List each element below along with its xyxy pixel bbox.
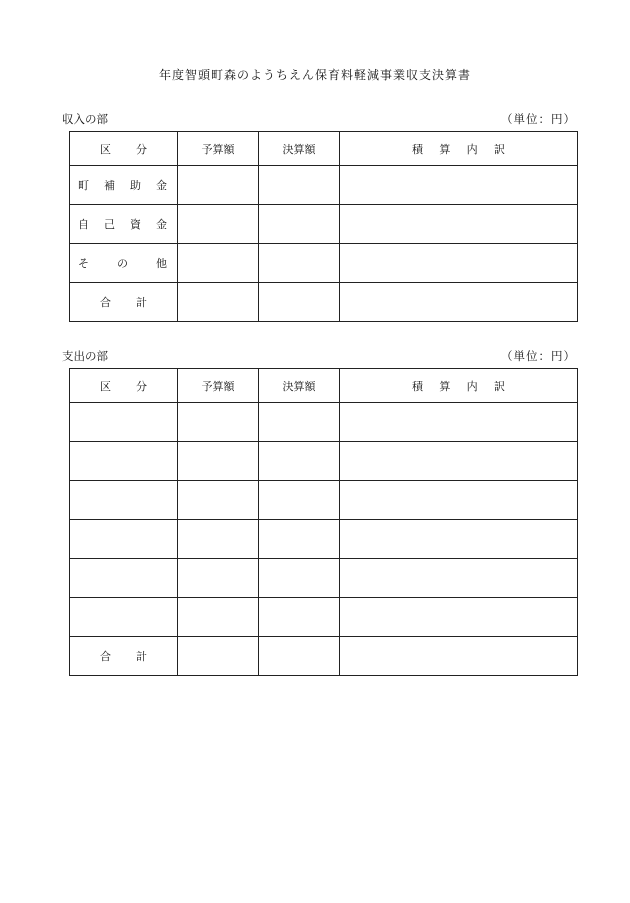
category-cell[interactable] — [70, 481, 178, 520]
breakdown-cell[interactable] — [340, 442, 578, 481]
category-cell[interactable] — [70, 442, 178, 481]
breakdown-cell[interactable] — [340, 283, 578, 322]
column-header-settlement: 決算額 — [259, 369, 340, 403]
category-cell[interactable] — [70, 598, 178, 637]
column-header-category — [70, 369, 178, 403]
cell-label: 合 計 — [100, 650, 147, 663]
table-row — [70, 244, 578, 283]
settlement-cell[interactable] — [259, 637, 340, 676]
column-header-category — [70, 132, 178, 166]
budget-cell[interactable] — [178, 598, 259, 637]
cell-label: そ の 他 — [78, 257, 167, 270]
expense-header-row — [70, 369, 578, 403]
category-cell — [70, 166, 178, 205]
breakdown-cell[interactable] — [340, 481, 578, 520]
column-header-breakdown — [340, 132, 578, 166]
table-row — [70, 637, 578, 676]
cell-label: 区 分 — [100, 379, 147, 393]
budget-cell[interactable] — [178, 442, 259, 481]
column-header-budget: 予算額 — [178, 132, 259, 166]
expense-table — [69, 368, 578, 676]
budget-cell[interactable] — [178, 244, 259, 283]
settlement-cell[interactable] — [259, 598, 340, 637]
cell-label: 町 補 助 金 — [78, 179, 167, 192]
breakdown-cell[interactable] — [340, 205, 578, 244]
table-row — [70, 283, 578, 322]
column-header-budget: 予算額 — [178, 369, 259, 403]
column-header-settlement: 決算額 — [259, 132, 340, 166]
budget-cell[interactable] — [178, 283, 259, 322]
table-row — [70, 442, 578, 481]
table-row — [70, 481, 578, 520]
expense-unit: （単位：円） — [501, 349, 576, 363]
document-title: 年度智頭町森のようちえん保育料軽減事業収支決算書 — [158, 68, 471, 82]
breakdown-cell[interactable] — [340, 403, 578, 442]
settlement-cell[interactable] — [259, 166, 340, 205]
income-table — [69, 131, 578, 322]
table-row — [70, 520, 578, 559]
budget-cell[interactable] — [178, 403, 259, 442]
budget-cell[interactable] — [178, 637, 259, 676]
income-heading: 収入の部 — [62, 112, 108, 126]
category-cell — [70, 205, 178, 244]
breakdown-cell[interactable] — [340, 637, 578, 676]
settlement-cell[interactable] — [259, 283, 340, 322]
table-row — [70, 598, 578, 637]
category-cell[interactable] — [70, 520, 178, 559]
income-header-row — [70, 132, 578, 166]
budget-cell[interactable] — [178, 481, 259, 520]
category-cell — [70, 283, 178, 322]
category-cell — [70, 637, 178, 676]
table-row — [70, 403, 578, 442]
budget-cell[interactable] — [178, 166, 259, 205]
settlement-cell[interactable] — [259, 520, 340, 559]
cell-label: 積 算 内 訳 — [412, 379, 505, 393]
budget-cell[interactable] — [178, 520, 259, 559]
expense-heading: 支出の部 — [62, 349, 108, 363]
settlement-cell[interactable] — [259, 403, 340, 442]
settlement-cell[interactable] — [259, 205, 340, 244]
column-header-breakdown — [340, 369, 578, 403]
income-section-header — [62, 111, 576, 127]
cell-label: 積 算 内 訳 — [412, 142, 505, 156]
category-cell[interactable] — [70, 559, 178, 598]
table-row — [70, 166, 578, 205]
budget-cell[interactable] — [178, 205, 259, 244]
settlement-cell[interactable] — [259, 481, 340, 520]
breakdown-cell[interactable] — [340, 598, 578, 637]
income-unit: （単位：円） — [501, 112, 576, 126]
table-row — [70, 205, 578, 244]
breakdown-cell[interactable] — [340, 166, 578, 205]
breakdown-cell[interactable] — [340, 244, 578, 283]
category-cell — [70, 244, 178, 283]
breakdown-cell[interactable] — [340, 559, 578, 598]
settlement-cell[interactable] — [259, 244, 340, 283]
cell-label: 合 計 — [100, 296, 147, 309]
cell-label: 区 分 — [100, 142, 147, 156]
category-cell[interactable] — [70, 403, 178, 442]
cell-label: 自 己 資 金 — [78, 218, 167, 231]
breakdown-cell[interactable] — [340, 520, 578, 559]
expense-section-header — [62, 348, 576, 364]
budget-cell[interactable] — [178, 559, 259, 598]
settlement-cell[interactable] — [259, 442, 340, 481]
settlement-cell[interactable] — [259, 559, 340, 598]
table-row — [70, 559, 578, 598]
